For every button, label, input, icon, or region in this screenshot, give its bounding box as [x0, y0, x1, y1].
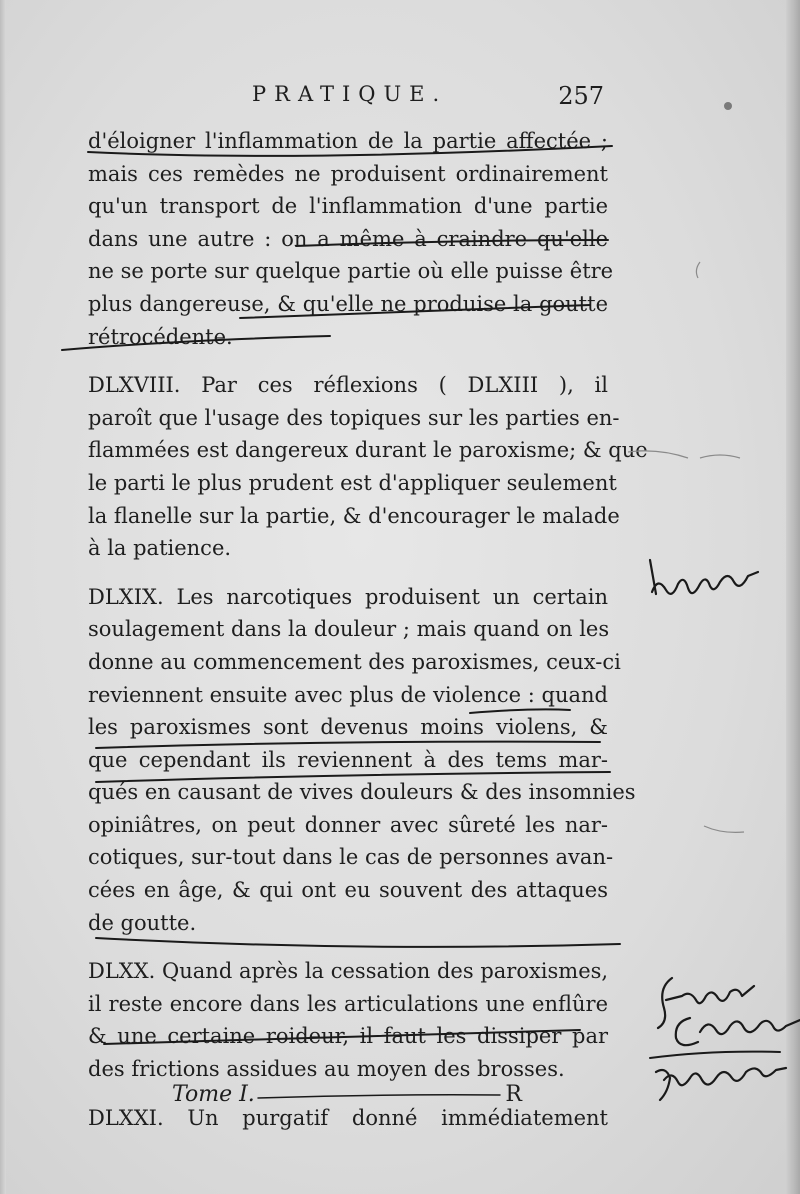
page-right-edge: [786, 0, 800, 1194]
text-line: le parti le plus prudent est d'appliquer seulement: [88, 470, 617, 495]
running-head: PRATIQUE.: [252, 82, 448, 106]
text-line: de goutte.: [88, 910, 197, 935]
text-line: que cependant ils reviennent à des tems mar-: [88, 747, 608, 772]
text-line: donne au commencement des paroxismes, ceux-ci: [88, 649, 621, 674]
faint-marks: [628, 102, 744, 832]
text-line: la flanelle sur la partie, & d'encourager le malade: [88, 503, 620, 528]
volume-signature: Tome I.: [172, 1082, 255, 1107]
text-line: ne se porte sur quelque partie où elle puisse être: [88, 259, 614, 284]
text-line: DLXIX. Les narcotiques produisent un certain: [88, 584, 608, 609]
text-line: DLXXI. Un purgatif donné immédiatement: [88, 1105, 608, 1130]
text-line: opiniâtres, on peut donner avec sûreté les nar-: [88, 812, 608, 837]
text-line: DLXVIII. Par ces réflexions ( DLXIII ), il: [88, 373, 608, 398]
text-line: paroît que l'usage des topiques sur les parties en-: [88, 405, 620, 430]
text-line: rétrocédente.: [88, 324, 233, 349]
text-line: qu'un transport de l'inflammation d'une partie: [88, 194, 608, 219]
text-line: reviennent ensuite avec plus de violence : quand: [88, 682, 608, 707]
text-line: il reste encore dans les articulations une enflûre: [88, 991, 608, 1016]
paragraph: [88, 125, 614, 353]
gathering-letter: R: [505, 1082, 522, 1107]
text-line: soulagement dans la douleur ; mais quand on les: [88, 617, 610, 642]
page-footer: [172, 1082, 522, 1112]
body-text: [88, 125, 648, 1134]
text-line: DLXX. Quand après la cessation des paroxismes,: [88, 959, 609, 984]
text-line: d'éloigner l'inflammation de la partie affectée ;: [88, 129, 608, 153]
margin-note-narcotiques: [650, 560, 758, 594]
page-header: [252, 82, 604, 116]
margin-note-brosses: [676, 1018, 800, 1045]
text-line: cées en âge, & qui ont eu souvent des attaques: [88, 878, 608, 903]
text-line: dans une autre : on a même à craindre qu'elle: [88, 226, 608, 251]
page-number: 257: [558, 82, 604, 110]
text-line: mais ces remèdes ne produisent ordinairement: [88, 161, 608, 186]
page-left-edge: [0, 0, 6, 1194]
text-line: & une certaine roideur, il faut les dissiper par: [88, 1024, 608, 1049]
paragraph: [88, 369, 648, 565]
text-line: qués en causant de vives douleurs & des insomnies: [88, 780, 636, 805]
text-line: flammées est dangereux durant le paroxisme; & que: [88, 438, 648, 463]
text-line: cotiques, sur-tout dans le cas de personnes avan-: [88, 845, 614, 870]
text-line: à la patience.: [88, 536, 232, 561]
margin-note-purgatif: [650, 1052, 786, 1100]
paragraph: [88, 581, 636, 940]
paragraph: [88, 955, 608, 1085]
text-line: plus dangereuse, & qu'elle ne produise la goutte: [88, 291, 608, 316]
margin-note-frictions: [658, 978, 754, 1028]
text-line: des frictions assidues au moyen des brosses.: [88, 1057, 565, 1082]
text-line: les paroxismes sont devenus moins violens, &: [88, 715, 608, 740]
